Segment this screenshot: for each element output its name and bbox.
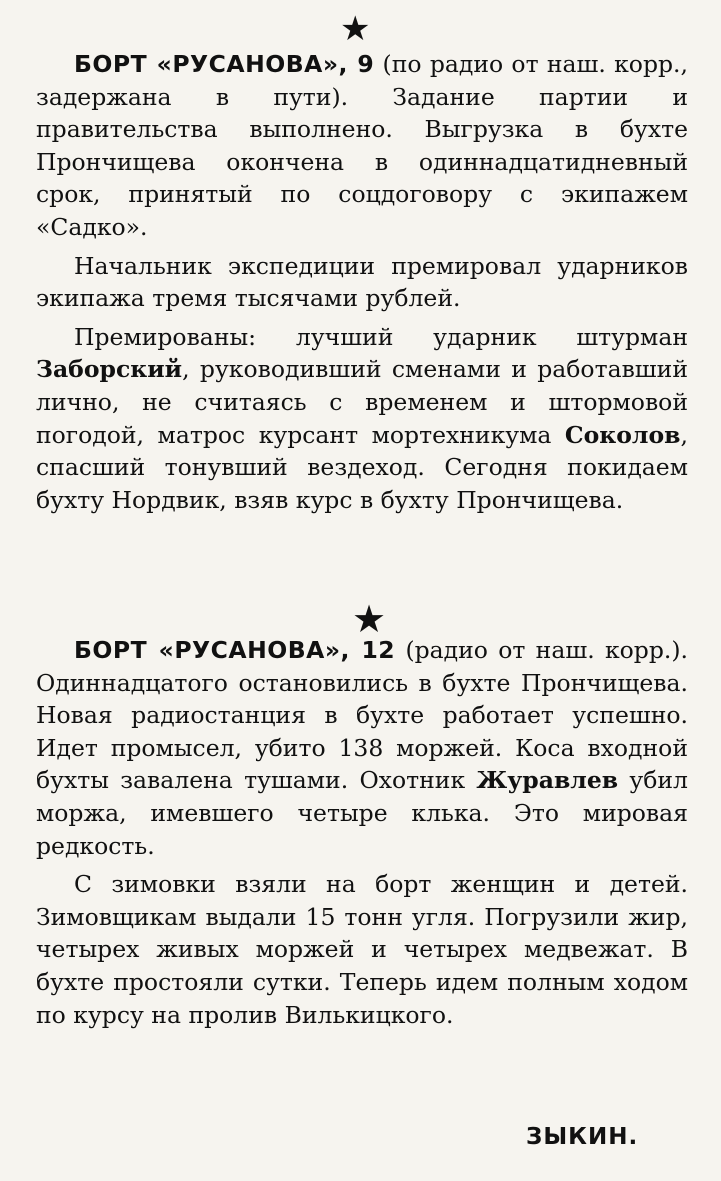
dispatch-2-paragraph-2: С зимовки взяли на борт женщин и детей. Зимовщикам выдали 15 тонн угля. Погрузили жир, четырех живых моржей и четырех медвежат. В бухте простояли сутки. Теперь идем полным ходом по курсу на пролив Вилькицкого.	[36, 870, 688, 1029]
person-name-zhuravlev: Журавлев	[476, 766, 619, 795]
person-name-zaborsky: Заборский	[36, 355, 183, 384]
dispatch-1-paragraph-1	[36, 48, 688, 244]
dispatch-1-p3-text-a: Премированы: лучший ударник штурман	[74, 322, 688, 351]
dispatch-1-p3-text-c: , спасший тонувший вездеход. Сегодня покидаем бухту Нордвик, взяв курс в бухту Прончищева.	[36, 420, 688, 514]
person-name-sokolov: Соколов	[564, 420, 681, 449]
dispatch-1-paragraph-2: Начальник экспедиции премировал ударников экипажа тремя тысячами рублей.	[36, 251, 688, 313]
dispatch-2-p1-text-a: (радио от наш. корр.). Одиннадцатого остановились в бухте Прончищева. Новая радиостанция в бухте работает успешно. Идет промысел, убито 138 моржей. Коса входной бухты завалена тушами. Охотник	[36, 636, 688, 795]
dispatch-1	[36, 48, 688, 522]
dispatch-2	[36, 634, 688, 1037]
star-icon: ★	[352, 597, 387, 641]
dispatch-1-dateline: БОРТ «РУСАНОВА», 9	[74, 50, 375, 78]
dispatch-1-p3-text-b: , руководивший сменами и работавший лично, не считаясь с временем и штормовой погодой, матрос курсант мортехникума	[36, 355, 688, 449]
author-signature: ЗЫКИН.	[526, 1124, 639, 1150]
dispatch-1-paragraph-1-text: (по радио от наш. корр., задержана в пути). Задание партии и правительства выполнено. Выгрузка в бухте Прончищева окончена в одиннадцатидневный срок, принятый по соцдоговору с экипажем «Садко».	[36, 50, 688, 241]
dispatch-2-p1-text-b: убил моржа, имевшего четыре клька. Это мировая редкость.	[36, 766, 688, 860]
dispatch-2-dateline: БОРТ «РУСАНОВА», 12	[74, 636, 396, 664]
dispatch-1-paragraph-3	[36, 321, 688, 517]
dispatch-2-paragraph-1	[36, 634, 688, 862]
star-icon: ★	[340, 9, 371, 49]
